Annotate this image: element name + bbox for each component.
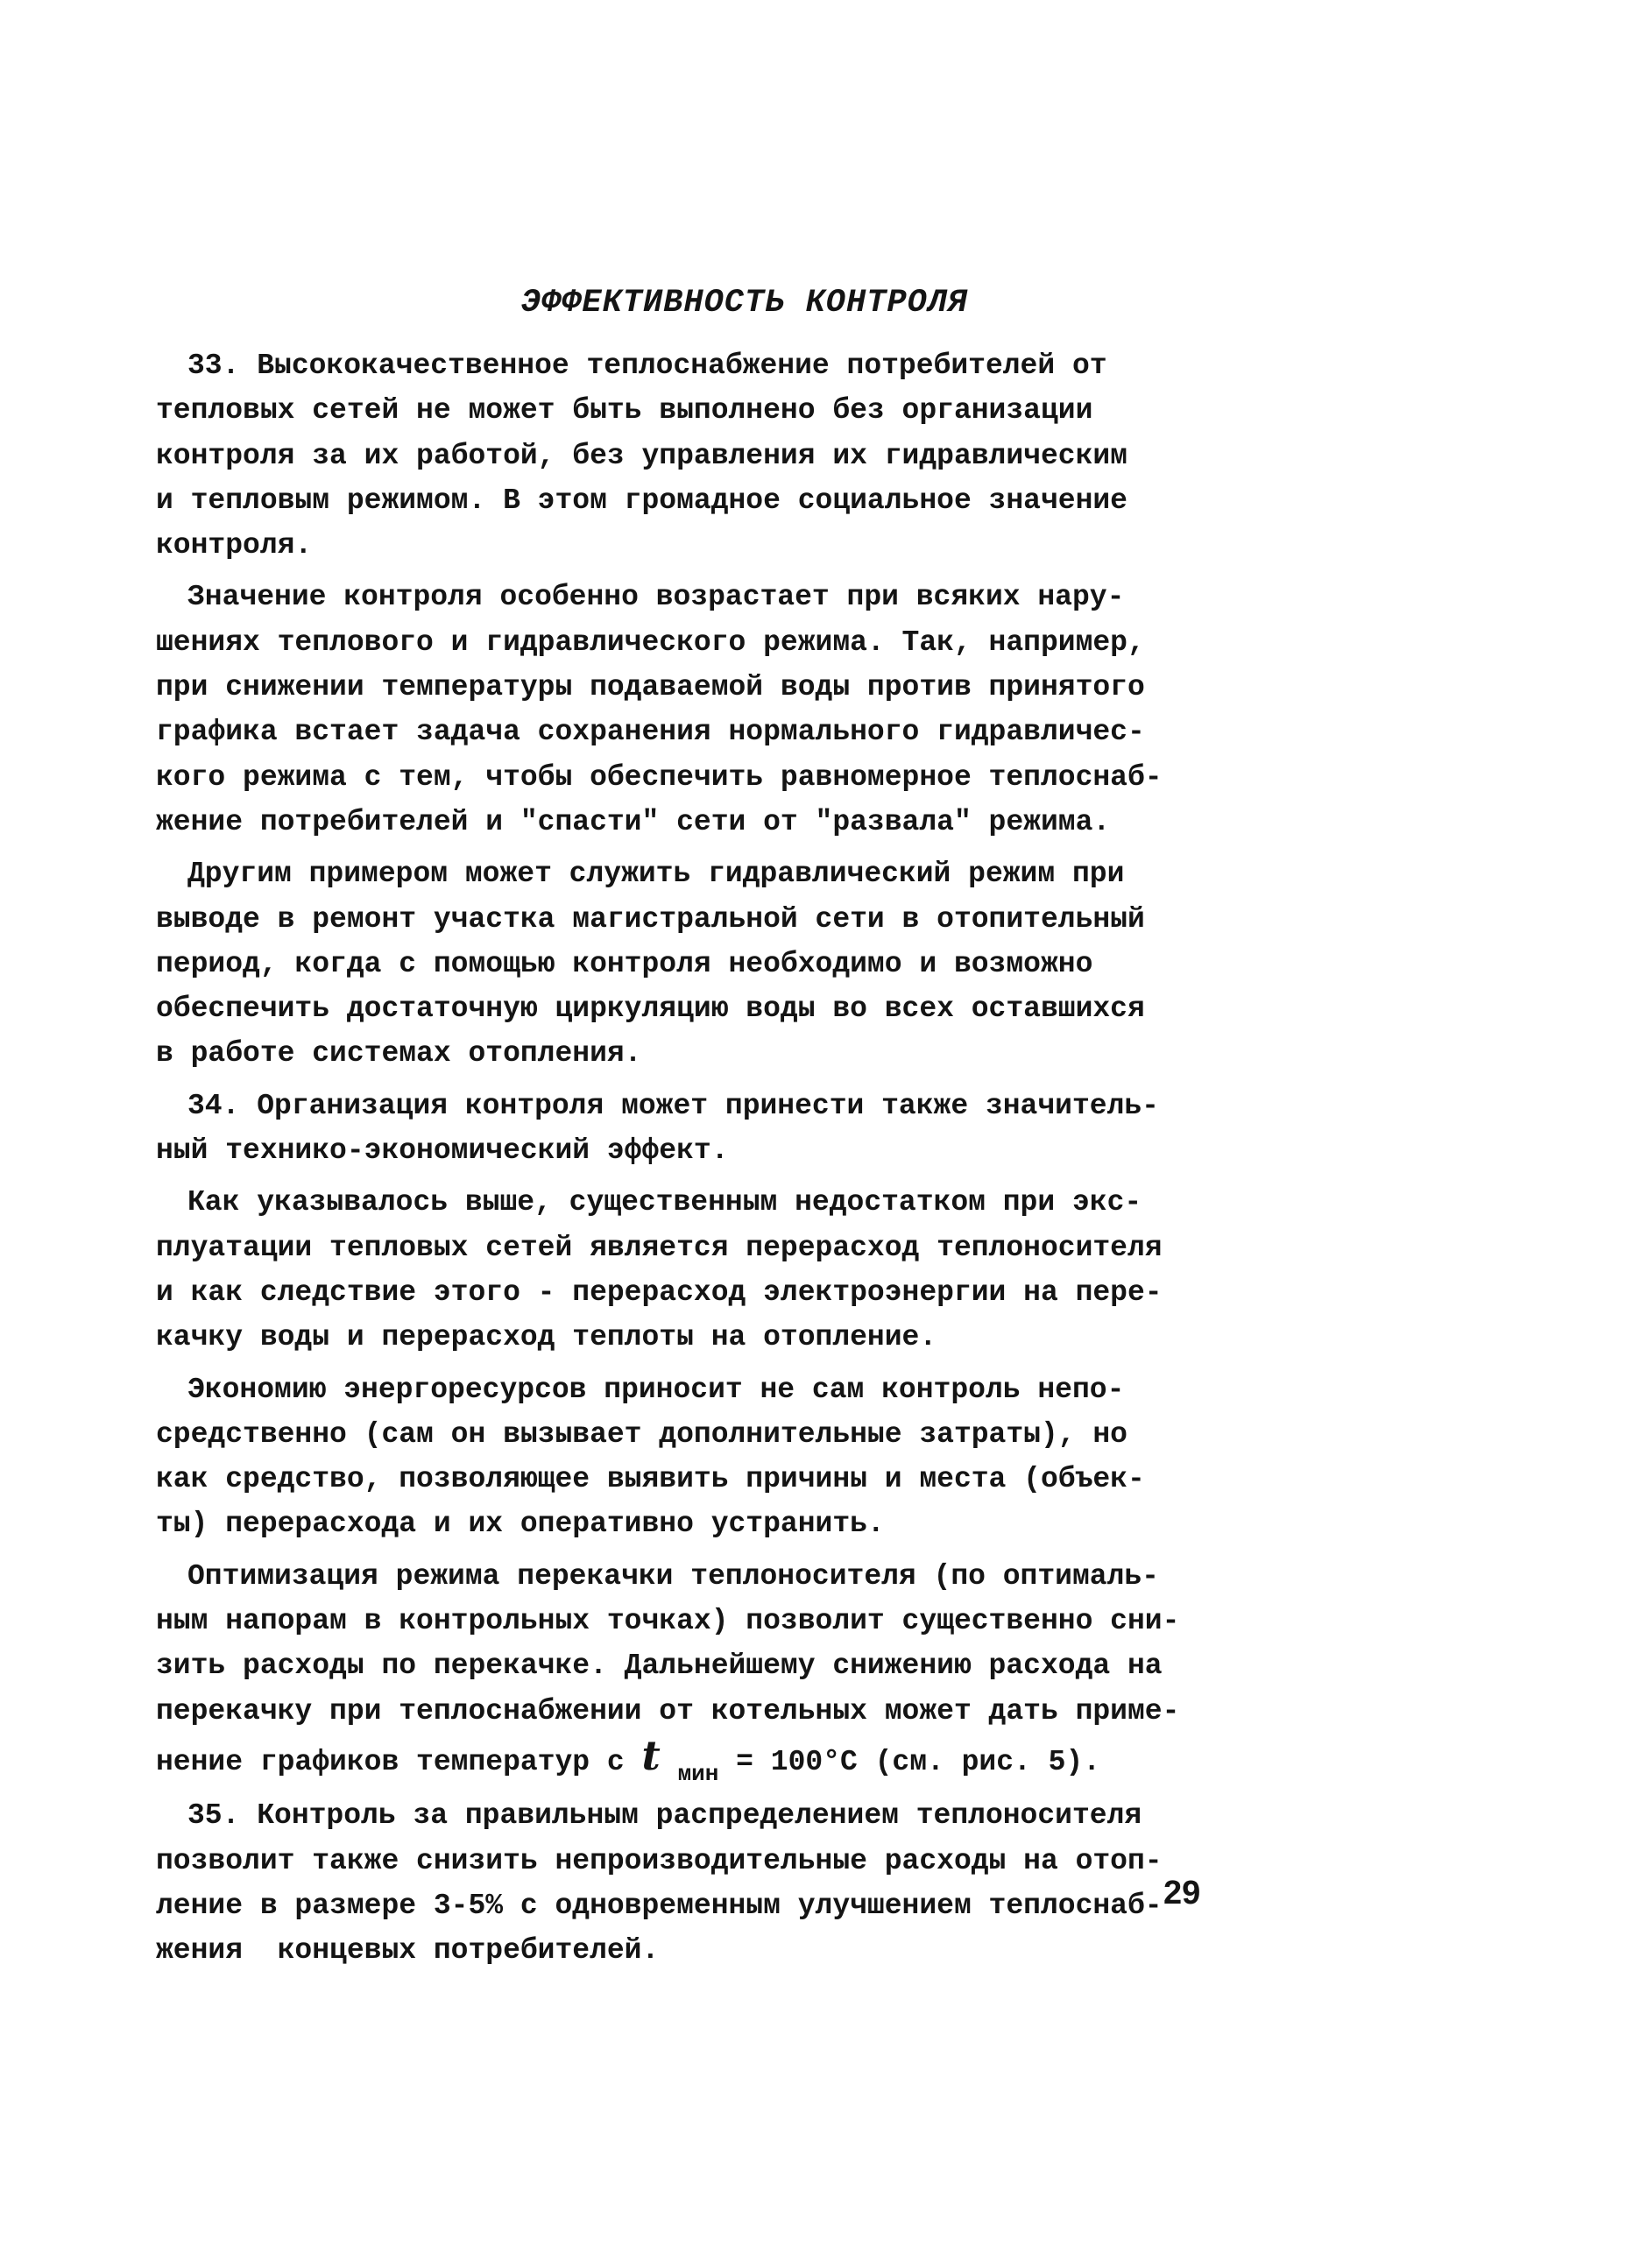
text-line: ным напорам в контрольных точках) позволит существенно сни- <box>156 1605 1180 1638</box>
text-line: 33. Высококачественное теплоснабжение потребителей от <box>187 350 1107 382</box>
text-line: Как указывалось выше, существенным недостатком при экс- <box>187 1186 1142 1219</box>
text-line: 35. Контроль за правильным распределением теплоносителя <box>187 1799 1142 1833</box>
text-line: выводе в ремонт участка магистральной сети в отопительный <box>156 902 1145 936</box>
text-line: средственно (сам он вызывает дополнительные затраты), но <box>156 1417 1127 1451</box>
paragraph-33 <box>156 343 1207 568</box>
paragraph-control-significance <box>156 575 1207 844</box>
formula-line <box>156 1731 1207 1787</box>
text-line: жение потребителей и "спасти" сети от "развала" режима. <box>156 805 1111 838</box>
paragraph-energy-savings <box>156 1367 1207 1547</box>
text-line: тепловых сетей не может быть выполнено без организации <box>156 394 1093 427</box>
paragraph-repair-example <box>156 851 1207 1076</box>
text-line: в работе системах отопления. <box>156 1037 642 1070</box>
text-line: при снижении температуры подаваемой воды против принятого <box>156 671 1145 704</box>
temperature-subscript: мин <box>677 1760 719 1787</box>
text-line: Экономию энергоресурсов приносит не сам контроль непо- <box>187 1373 1125 1406</box>
text-line: плуатации тепловых сетей является перерасход теплоносителя <box>156 1231 1163 1264</box>
text-line: как средство, позволяющее выявить причины и места (объек- <box>156 1463 1145 1496</box>
text-line: обеспечить достаточную циркуляцию воды во всех оставшихся <box>156 993 1145 1026</box>
text-line: контроля. <box>156 529 313 562</box>
section-heading: ЭФФЕКТИВНОСТЬ КОНТРОЛЯ <box>520 285 969 321</box>
text-line: контроля за их работой, без управления их гидравлическим <box>156 439 1127 472</box>
text-line: и как следствие этого - перерасход электроэнергии на пере- <box>156 1275 1163 1309</box>
page-number: 29 <box>1163 1875 1201 1911</box>
text-line: кого режима с тем, чтобы обеспечить равномерное теплоснаб- <box>156 760 1163 794</box>
text-line: зить расходы по перекачке. Дальнейшему снижению расхода на <box>156 1650 1163 1683</box>
formula-prefix: нение графиков температур с <box>156 1745 642 1778</box>
text-line: качку воды и перерасход теплоты на отопление. <box>156 1321 937 1354</box>
text-line: ление в размере 3-5% с одновременным улучшением теплоснаб- <box>156 1889 1163 1922</box>
paragraph-overconsumption <box>156 1180 1207 1360</box>
paragraph-optimization <box>156 1554 1207 1786</box>
text-line: ный технико-экономический эффект. <box>156 1134 729 1168</box>
body-text <box>156 343 1207 1980</box>
paragraph-35 <box>156 1793 1207 1973</box>
text-line: шениях теплового и гидравлического режима. Так, например, <box>156 625 1145 659</box>
text-line: Значение контроля особенно возрастает при всяких нару- <box>187 581 1125 614</box>
text-line: графика встает задача сохранения нормального гидравличес- <box>156 716 1145 749</box>
text-line: Оптимизация режима перекачки теплоносителя (по оптималь- <box>187 1559 1159 1593</box>
text-line: Другим примером может служить гидравлический режим при <box>187 858 1125 891</box>
formula-suffix: = 100°С (см. рис. 5). <box>718 1745 1101 1778</box>
text-line: 34. Организация контроля может принести также значитель- <box>187 1089 1159 1122</box>
text-line: жения концевых потребителей. <box>156 1934 660 1968</box>
text-line: и тепловым режимом. В этом громадное социальное значение <box>156 484 1127 517</box>
text-line: ты) перерасхода и их оперативно устранить. <box>156 1508 885 1541</box>
temperature-symbol: t <box>641 1731 661 1779</box>
text-line: позволит также снизить непроизводительные расходы на отоп- <box>156 1844 1163 1877</box>
text-line: период, когда с помощью контроля необходимо и возможно <box>156 947 1093 980</box>
paragraph-34 <box>156 1084 1207 1174</box>
text-line: перекачку при теплоснабжении от котельных может дать приме- <box>156 1694 1180 1727</box>
